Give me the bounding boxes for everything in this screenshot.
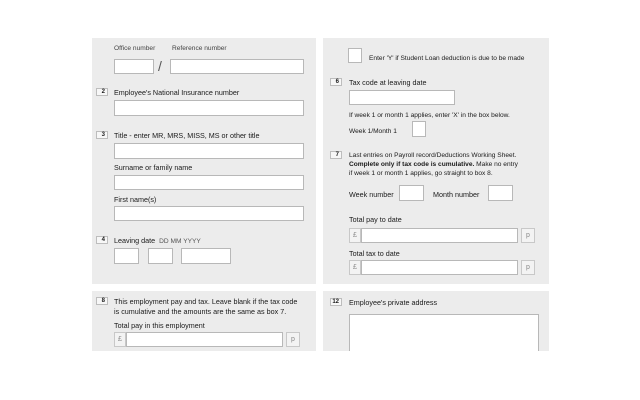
- box-12-number: 12: [330, 298, 342, 306]
- tax-code-input[interactable]: [349, 90, 455, 105]
- leaving-date-format-hint: DD MM YYYY: [159, 238, 201, 245]
- leaving-date-label-text: Leaving date: [114, 236, 156, 245]
- leaving-date-day-input[interactable]: [114, 248, 139, 264]
- total-tax-to-date-label: Total tax to date: [349, 249, 400, 258]
- total-pay-to-date-label: Total pay to date: [349, 215, 402, 224]
- leaving-date-month-input[interactable]: [148, 248, 173, 264]
- office-reference-separator: /: [158, 58, 162, 74]
- first-names-input[interactable]: [114, 206, 304, 221]
- week1-month1-label: Week 1/Month 1: [349, 128, 397, 135]
- title-input[interactable]: [114, 143, 304, 159]
- box-7-cumulative-note: Complete only if tax code is cumulative.: [349, 161, 475, 168]
- month-number-label: Month number: [433, 190, 480, 199]
- box-2-number: 2: [96, 88, 108, 96]
- box-8-instruction-line-1: This employment pay and tax. Leave blank if the tax code: [114, 297, 298, 306]
- total-tax-to-date-input[interactable]: [361, 260, 518, 275]
- leaving-date-label: [114, 236, 201, 246]
- total-pay-to-date-input[interactable]: [361, 228, 518, 243]
- ni-number-input[interactable]: [114, 100, 304, 116]
- tax-code-label: Tax code at leaving date: [349, 78, 427, 87]
- reference-number-input[interactable]: [170, 59, 304, 74]
- reference-number-label: Reference number: [172, 45, 227, 52]
- box-4-number: 4: [96, 236, 108, 244]
- week-number-input[interactable]: [399, 185, 424, 201]
- private-address-label: Employee's private address: [349, 298, 438, 307]
- total-pay-employment-input[interactable]: [126, 332, 283, 347]
- box-3-number: 3: [96, 131, 108, 139]
- leaving-date-year-input[interactable]: [181, 248, 231, 264]
- ni-number-label: Employee's National Insurance number: [114, 88, 240, 97]
- month-number-input[interactable]: [488, 185, 513, 201]
- total-tax-to-date-pound-sign: £: [349, 260, 361, 275]
- first-names-label: First name(s): [114, 195, 157, 204]
- box-6-number: 6: [330, 78, 342, 86]
- private-address-input[interactable]: [349, 314, 539, 351]
- box-8-number: 8: [96, 297, 108, 305]
- total-pay-to-date-pence-input[interactable]: p: [521, 228, 535, 243]
- box-7-no-entry-note: Make no entry: [476, 161, 518, 168]
- week1-month1-instruction: If week 1 or month 1 applies, enter 'X' in the box below.: [349, 112, 510, 119]
- box-7-instruction-line-2: [349, 160, 518, 169]
- box-7-number: 7: [330, 151, 342, 159]
- box-7-instruction-line-1: Last entries on Payroll record/Deductions Working Sheet.: [349, 152, 517, 159]
- student-loan-input[interactable]: [348, 48, 362, 63]
- week1-month1-input[interactable]: [412, 121, 426, 137]
- total-pay-employment-pound-sign: £: [114, 332, 126, 347]
- box-7-instruction-line-3: if week 1 or month 1 applies, go straight to box 8.: [349, 170, 493, 177]
- total-pay-employment-pence-input[interactable]: p: [286, 332, 300, 347]
- total-pay-to-date-pound-sign: £: [349, 228, 361, 243]
- office-number-label: Office number: [114, 45, 156, 52]
- box-8-instruction-line-2: is cumulative and the amounts are the same as box 7.: [114, 307, 287, 316]
- total-tax-to-date-pence-input[interactable]: p: [521, 260, 535, 275]
- surname-input[interactable]: [114, 175, 304, 190]
- surname-label: Surname or family name: [114, 163, 193, 172]
- student-loan-label: Enter 'Y' if Student Loan deduction is due to be made: [369, 55, 525, 62]
- total-pay-employment-label: Total pay in this employment: [114, 321, 205, 330]
- office-number-input[interactable]: [114, 59, 154, 74]
- week-number-label: Week number: [349, 190, 394, 199]
- title-label: Title - enter MR, MRS, MISS, MS or other title: [114, 131, 260, 140]
